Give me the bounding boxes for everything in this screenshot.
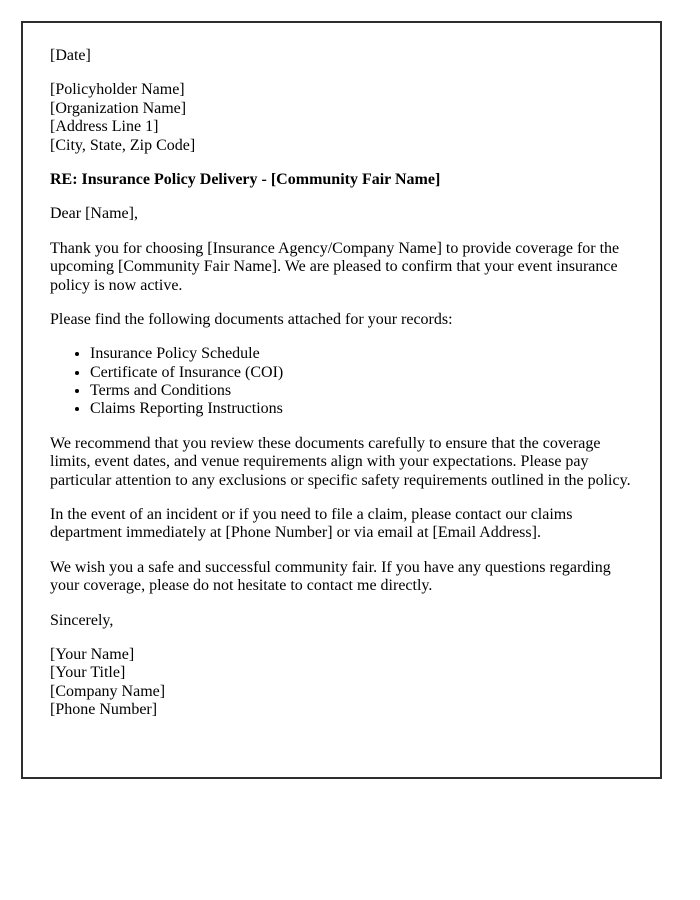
paragraph-review: We recommend that you review these documents carefully to ensure that the coverage limits, event dates, and venue requirements align with your expectations. Please pay particular attention to any exclusions or specific safety requirements outlined in the policy. <box>50 434 631 489</box>
attachment-item: • Claims Reporting Instructions <box>90 400 633 418</box>
signature-title: [Your Title] <box>50 664 126 682</box>
attachments-list <box>50 345 633 419</box>
recipient-policyholder: [Policyholder Name] <box>50 81 185 99</box>
recipient-block <box>50 81 633 155</box>
date-line: [Date] <box>50 47 91 64</box>
signature-company: [Company Name] <box>50 682 166 700</box>
paragraph-thanks: Thank you for choosing [Insurance Agency/Company Name] to provide coverage for the upcoming [Community Fair Name]. We are pleased to confirm that your event insurance policy is now active. <box>50 239 620 294</box>
recipient-organization: [Organization Name] <box>50 99 187 117</box>
closing: Sincerely, <box>50 611 114 629</box>
subject-line: RE: Insurance Policy Delivery - [Community Fair Name] <box>50 170 441 188</box>
salutation: Dear [Name], <box>50 205 138 223</box>
letter-page <box>21 21 662 779</box>
signature-phone: [Phone Number] <box>50 701 158 719</box>
attachment-item: • Insurance Policy Schedule <box>90 345 633 363</box>
paragraph-claims: In the event of an incident or if you need to file a claim, please contact our claims department immediately at [Phone Number] or via email at [Email Address]. <box>50 506 573 542</box>
signature-name: [Your Name] <box>50 645 135 663</box>
attachment-item: • Terms and Conditions <box>90 382 633 400</box>
paragraph-wishes: We wish you a safe and successful community fair. If you have any questions regarding your coverage, please do not hesitate to contact me directly. <box>50 558 611 595</box>
signature-block <box>50 646 633 720</box>
attachments-intro: Please find the following documents attached for your records: <box>50 310 453 328</box>
recipient-city-state-zip: [City, State, Zip Code] <box>50 136 196 154</box>
attachment-item: • Certificate of Insurance (COI) <box>90 364 633 382</box>
recipient-address: [Address Line 1] <box>50 118 159 136</box>
